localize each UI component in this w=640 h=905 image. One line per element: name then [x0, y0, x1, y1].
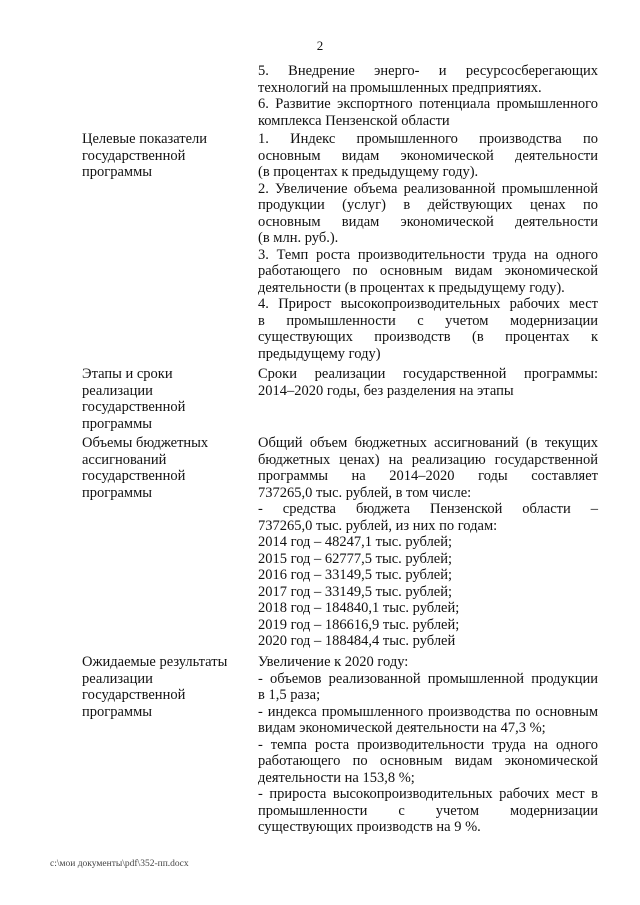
content-line: комплекса Пензенской области [258, 112, 450, 129]
content-line: 3. Темп роста производительности труда на одного [258, 246, 598, 263]
row-content [258, 654, 598, 836]
row-label: Ожидаемые результаты реализации государственной программы [82, 654, 228, 720]
content-line: Увеличение к 2020 году: [258, 654, 409, 670]
row-content [258, 366, 598, 399]
content-line: существующих производств на 9 %. [258, 819, 481, 835]
content-line: - темпа роста производительности труда на одного [258, 736, 598, 753]
content-line: деятельности (в процентах к предыдущему году). [258, 279, 565, 296]
content-line: 2019 год – 186616,9 тыс. рублей; [258, 616, 460, 633]
row-label: Объемы бюджетных ассигнований государственной программы [82, 435, 209, 501]
page-number: 2 [316, 38, 324, 53]
content-line: 2020 год – 188484,4 тыс. рублей [258, 633, 456, 649]
content-line: 4. Прирост высокопроизводительных рабочих мест [258, 296, 598, 312]
content-line: работающего по основным видам экономической [258, 753, 598, 769]
content-line: бюджетных ценах) на реализацию государственной [258, 451, 598, 468]
content-line: промышленности с учетом модернизации [258, 802, 598, 819]
content-line: 2014–2020 годы, без разделения на этапы [258, 382, 514, 399]
row-label: Этапы и сроки реализации государственной программы [82, 366, 186, 432]
content-line: предыдущему году) [258, 345, 381, 362]
file-path-footer: c:\мои документы\pdf\352-пп.docx [50, 859, 189, 869]
content-line: - средства бюджета Пензенской области – [258, 501, 598, 517]
content-line: программы на 2014–2020 годы составляет [258, 468, 598, 484]
content-line: 5. Внедрение энерго- и ресурсосберегающих [258, 63, 598, 79]
content-line: в 1,5 раза; [258, 687, 321, 703]
content-line: 6. Развитие экспортного потенциала промышленного [258, 96, 598, 112]
content-line: 2015 год – 62777,5 тыс. рублей; [258, 550, 453, 567]
content-line: - прироста высокопроизводительных рабочих мест в [258, 786, 598, 802]
content-line: в промышленности с учетом модернизации [258, 312, 598, 329]
content-line: продукции (услуг) в действующих ценах по [258, 197, 598, 213]
content-line: (в процентах к предыдущему году). [258, 164, 479, 180]
content-line: 2016 год – 33149,5 тыс. рублей; [258, 567, 453, 583]
content-line: - объемов реализованной промышленной продукции [258, 670, 598, 687]
content-line: существующих производств (в процентах к [258, 329, 598, 345]
content-line: 2017 год – 33149,5 тыс. рублей; [258, 583, 453, 600]
content-line: 737265,0 тыс. рублей, в том числе: [258, 484, 472, 501]
row-content [258, 63, 598, 129]
row-content [258, 435, 598, 650]
content-line: (в млн. руб.). [258, 230, 339, 246]
content-line: основным видам экономической деятельности [258, 213, 598, 230]
content-line: 2014 год – 48247,1 тыс. рублей; [258, 534, 453, 550]
content-line: Общий объем бюджетных ассигнований (в текущих [258, 435, 598, 451]
content-line: работающего по основным видам экономической [258, 263, 598, 279]
content-line: Сроки реализации государственной программы: [258, 366, 598, 382]
content-line: видам экономической деятельности на 47,3 %; [258, 720, 546, 736]
content-line: основным видам экономической деятельности [258, 147, 598, 164]
content-line: 737265,0 тыс. рублей, из них по годам: [258, 517, 498, 534]
row-label: Целевые показатели государственной программы [82, 131, 208, 180]
content-line: 2018 год – 184840,1 тыс. рублей; [258, 600, 460, 616]
content-line: 2. Увеличение объема реализованной промышленной [258, 180, 598, 197]
content-line: деятельности на 153,8 %; [258, 769, 415, 786]
content-line: технологий на промышленных предприятиях. [258, 79, 542, 96]
content-line: 1. Индекс промышленного производства по [258, 131, 598, 147]
content-line: - индекса промышленного производства по основным [258, 703, 598, 720]
row-content [258, 131, 598, 362]
